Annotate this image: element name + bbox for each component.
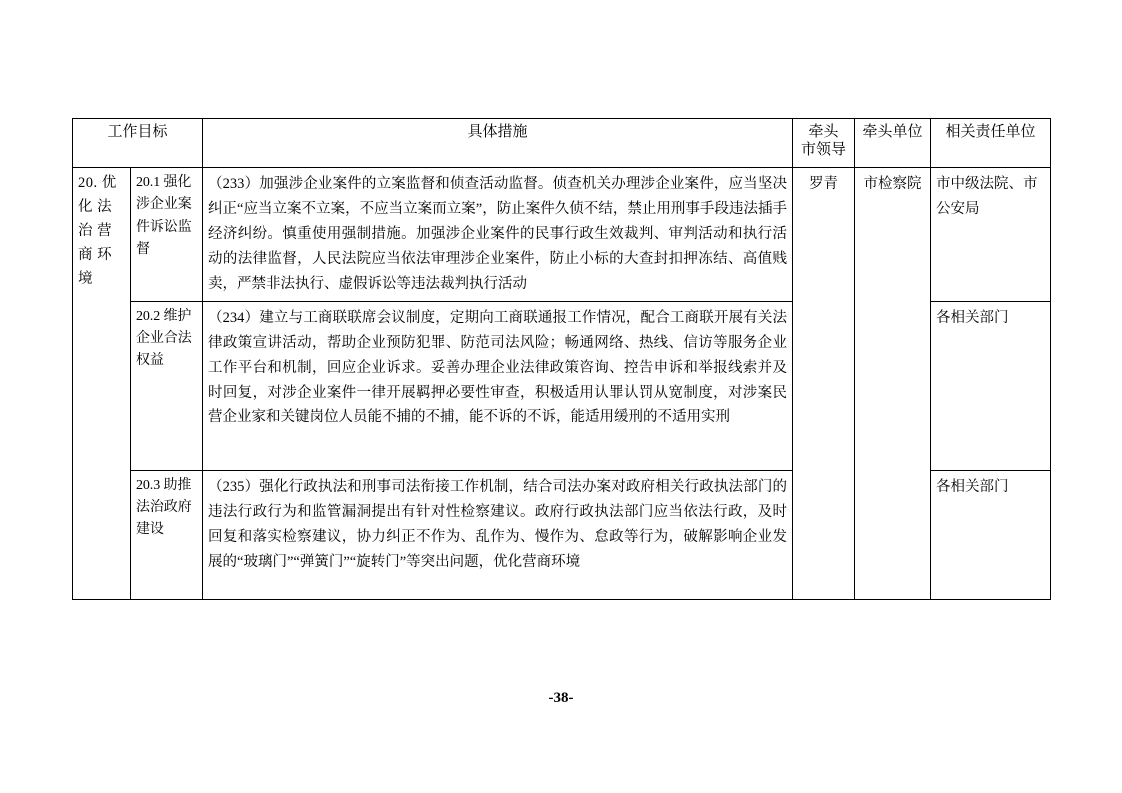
responsible-units: 市中级法院、市公安局: [931, 168, 1051, 302]
header-leader-line2: 市领导: [801, 142, 847, 158]
goal-group-label: 20. 优 化 法 治 营 商 环 境: [73, 168, 131, 600]
header-responsible: 相关责任单位: [931, 119, 1051, 168]
header-leader: [793, 119, 855, 168]
table-body: [73, 168, 1051, 600]
table-header: [73, 119, 1051, 168]
measures-table: [72, 118, 1051, 600]
page-number: -38-: [548, 690, 574, 706]
measure-text: （233）加强涉企业案件的立案监督和侦查活动监督。侦查机关办理涉企业案件，应当坚决纠正“应当立案不立案，不应当立案而立案”，防止案件久侦不结，禁止用刑事手段违法插手经济纠纷。慎重使用强制措施。加强涉企业案件的民事行政生效裁判、审判活动和执行活动的法律监督，人民法院应当依法审理涉企业案件，防止小标的大查封扣押冻结、高值贱卖，严禁非法执行、虚假诉讼等违法裁判执行活动: [203, 168, 793, 302]
sub-goal-label: 20.1 强化涉企业案件诉讼监督: [131, 168, 203, 302]
table-header-row: [73, 119, 1051, 168]
responsible-units: 各相关部门: [931, 470, 1051, 599]
header-leader-line1: 牵头: [808, 124, 839, 140]
header-unit: 牵头单位: [855, 119, 931, 168]
header-goal: 工作目标: [73, 119, 203, 168]
measures-table-container: [72, 118, 1050, 600]
responsible-units: 各相关部门: [931, 301, 1051, 470]
measure-text: （235）强化行政执法和刑事司法衔接工作机制，结合司法办案对政府相关行政执法部门的违法行政行为和监管漏洞提出有针对性检察建议。政府行政执法部门应当依法行政，及时回复和落实检察建议，协力纠正不作为、乱作为、慢作为、怠政等行为，破解影响企业发展的“玻璃门”“弹簧门”“旋转门”等突出问题，优化营商环境: [203, 470, 793, 599]
lead-unit-name: 市检察院: [855, 168, 931, 600]
leader-name: 罗青: [793, 168, 855, 600]
measure-text: （234）建立与工商联联席会议制度，定期向工商联通报工作情况，配合工商联开展有关法律政策宣讲活动，帮助企业预防犯罪、防范司法风险；畅通网络、热线、信访等服务企业工作平台和机制，回应企业诉求。妥善办理企业法律政策咨询、控告申诉和举报线索并及时回复，对涉企业案件一律开展羁押必要性审查，积极适用认罪认罚从宽制度，对涉案民营企业家和关键岗位人员能不捕的不捕，能不诉的不诉，能适用缓刑的不适用实刑: [203, 301, 793, 470]
sub-goal-label: 20.3 助推法治政府建设: [131, 470, 203, 599]
table-row: [73, 168, 1051, 302]
header-measure: 具体措施: [203, 119, 793, 168]
sub-goal-label: 20.2 维护企业合法权益: [131, 301, 203, 470]
